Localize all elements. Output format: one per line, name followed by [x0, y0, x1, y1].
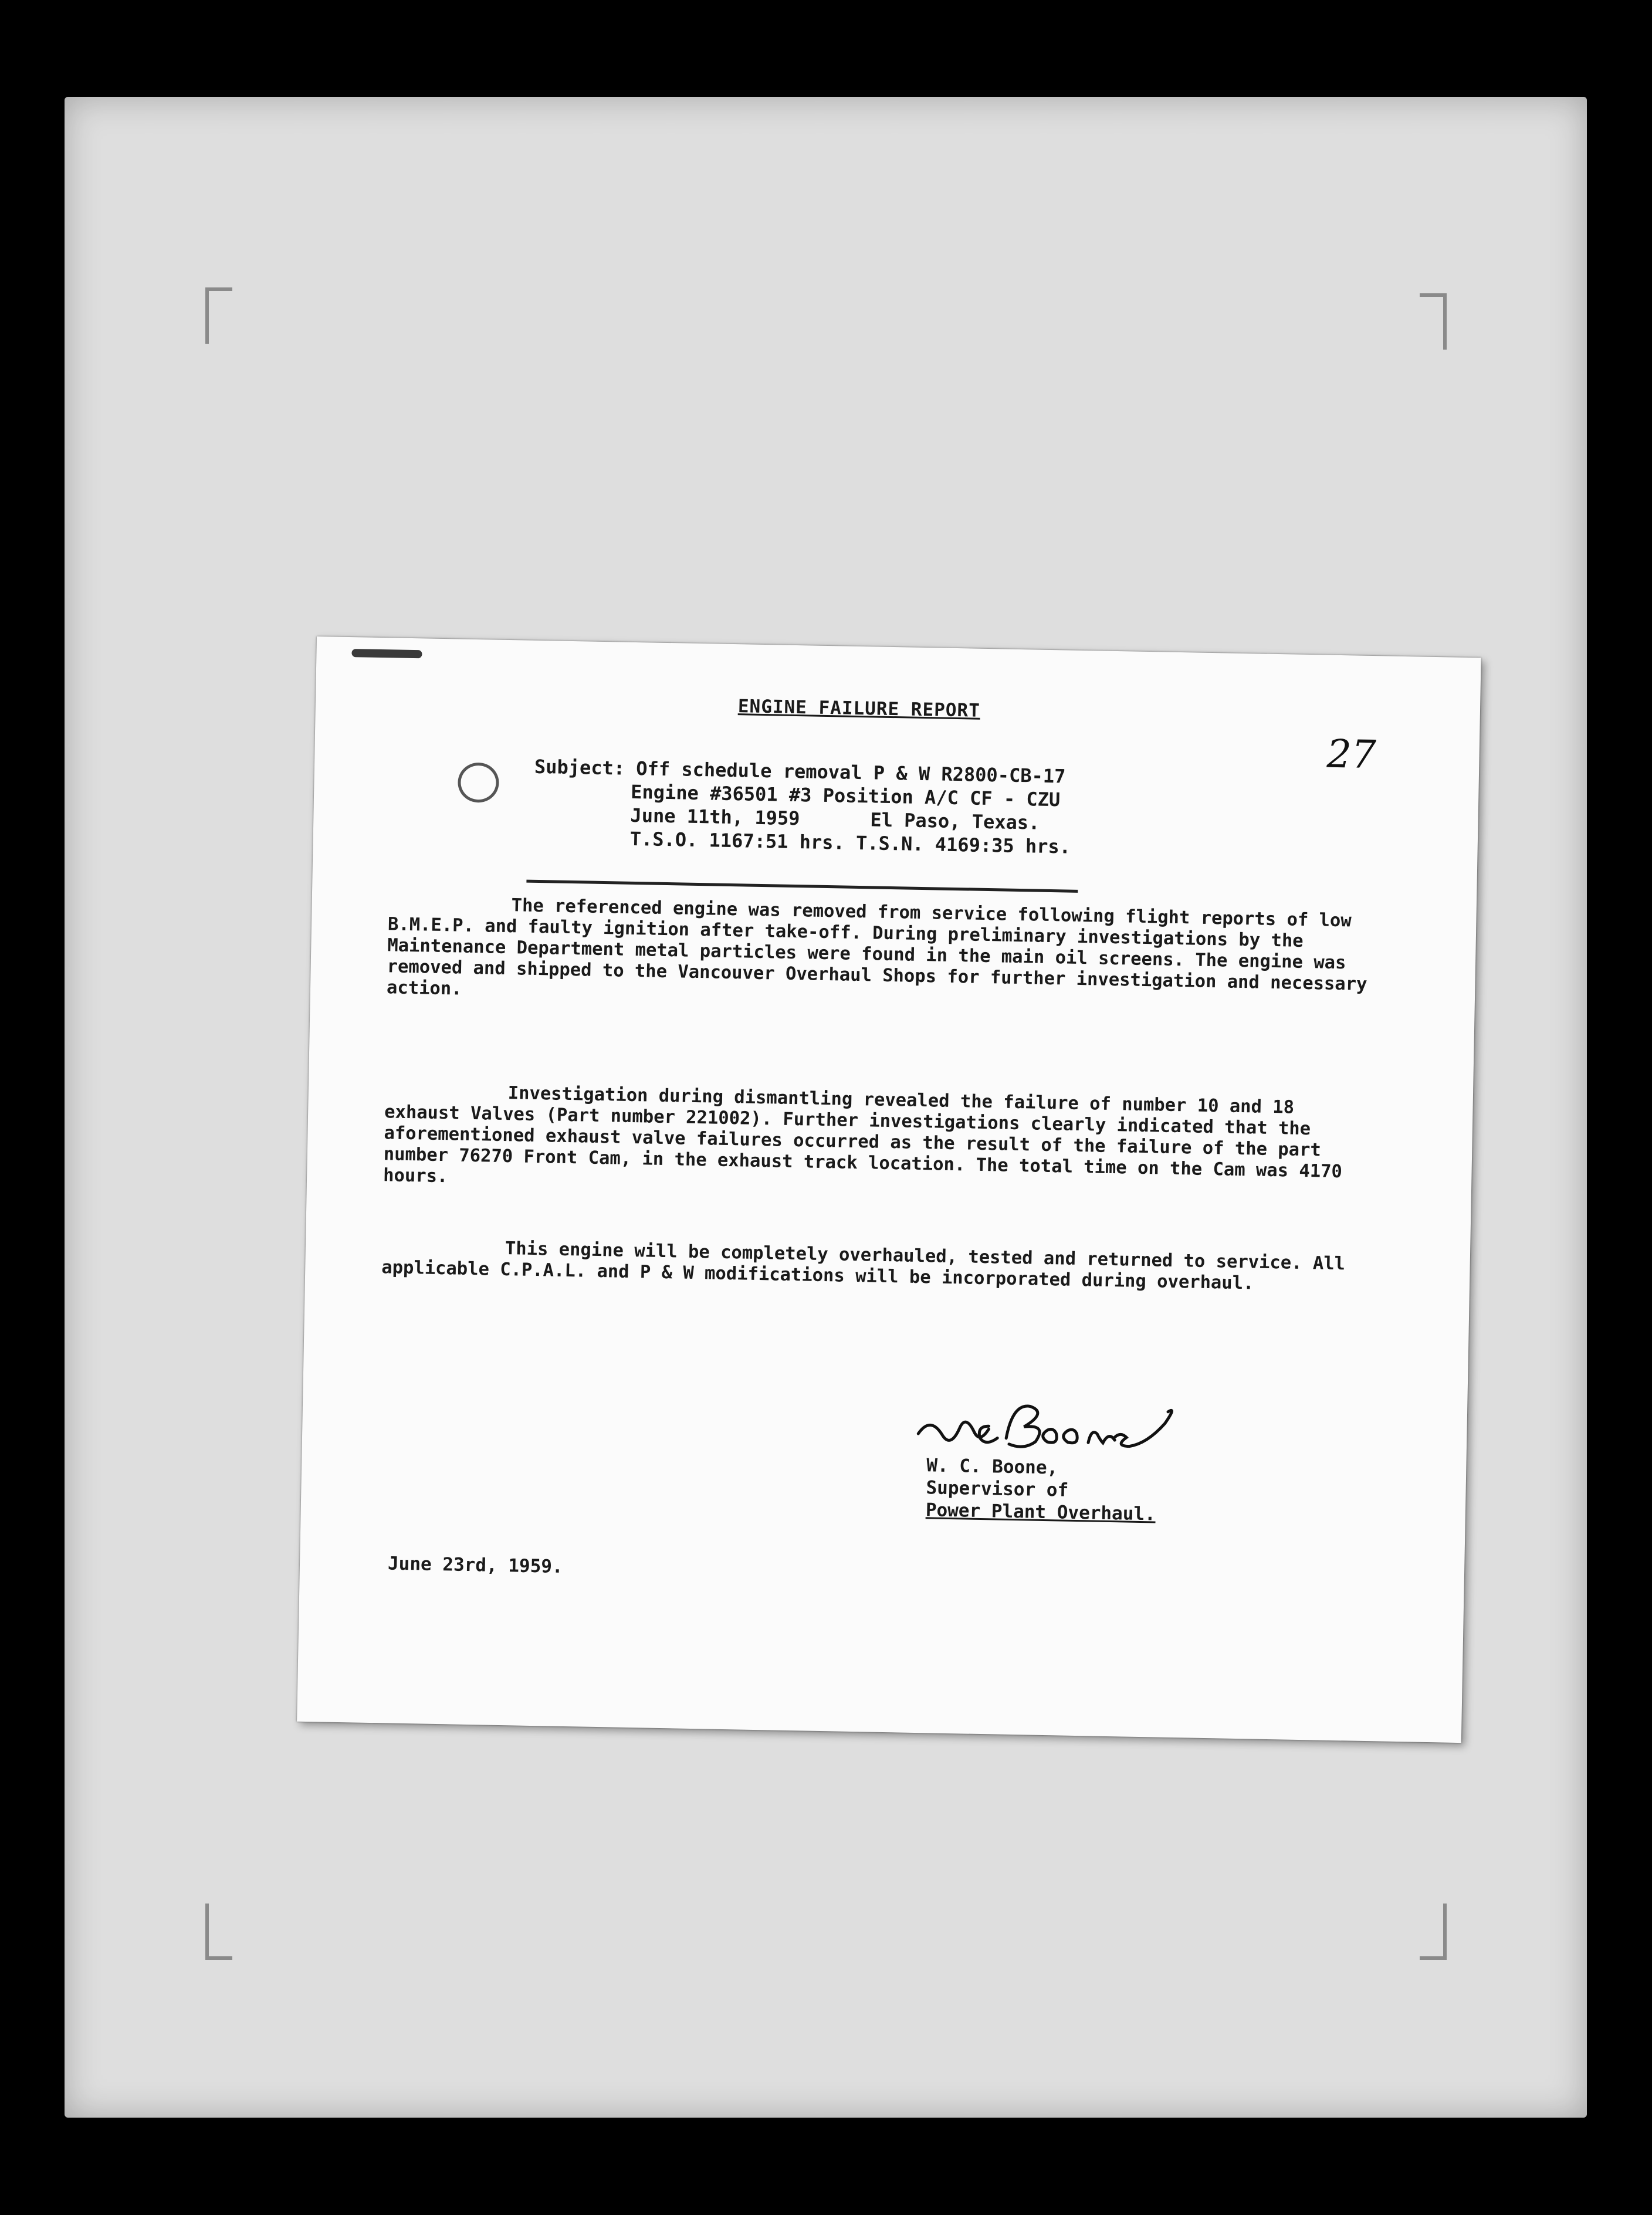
- crop-mark-bottom-left: [205, 1904, 232, 1960]
- paragraph-2-text: Investigation during dismantling revealed the failure of number 10 and 18 exhaust Valves (Part number 221002). Further investigations clearly indicated that the aforementioned exhaust valve failures occurred as the result of the failure of the part number 76270 Front Cam, in the exhaust track location. The total time on the Cam was 4170 hours.: [382, 1083, 1343, 1187]
- subject-date: June 11th, 1959: [630, 804, 800, 830]
- punch-hole: [458, 762, 499, 802]
- crop-mark-top-right: [1420, 293, 1447, 350]
- staple: [351, 649, 422, 658]
- paragraph-3-text: This engine will be completely overhauled, tested and returned to service. All applicable C.P.A.L. and P & W modifications will be incorporated during overhaul.: [381, 1238, 1346, 1294]
- page-number: 27: [1326, 731, 1377, 778]
- paragraph-1-text: The referenced engine was removed from service following flight reports of low B.M.E.P. and faulty ignition after take-off. During preliminary investigations by the Maintenance Department metal particles were found in the main oil screens. The engine was removed and shipped to the Vancouver Overhaul Shops for further investigation and necessary action.: [386, 895, 1367, 1000]
- paragraph-3: [381, 1236, 1373, 1296]
- subject-place: El Paso, Texas.: [870, 808, 1040, 834]
- report-date: June 23rd, 1959.: [387, 1553, 563, 1577]
- paragraph-2: [383, 1081, 1376, 1204]
- signer-name: W. C. Boone,: [926, 1455, 1058, 1479]
- subject-underline: [526, 880, 1078, 893]
- paragraph-1: [387, 893, 1380, 1017]
- subject-line-1: Subject: Off schedule removal P & W R2800-CB-17: [534, 755, 1066, 788]
- crop-mark-bottom-right: [1420, 1904, 1447, 1960]
- subject-engine: Engine #36501 #3 Position A/C CF - CZU: [630, 780, 1061, 811]
- subject-times: T.S.O. 1167:51 hrs. T.S.N. 4169:35 hrs.: [629, 827, 1071, 858]
- subject-block: [533, 755, 1072, 859]
- signer-title-2: Power Plant Overhaul.: [925, 1499, 1156, 1525]
- report-title: ENGINE FAILURE REPORT: [737, 696, 981, 722]
- report-page: [297, 636, 1481, 1743]
- crop-mark-top-left: [205, 287, 232, 344]
- signature-block: [926, 1454, 1157, 1525]
- signer-title-1: Supervisor of: [926, 1477, 1069, 1501]
